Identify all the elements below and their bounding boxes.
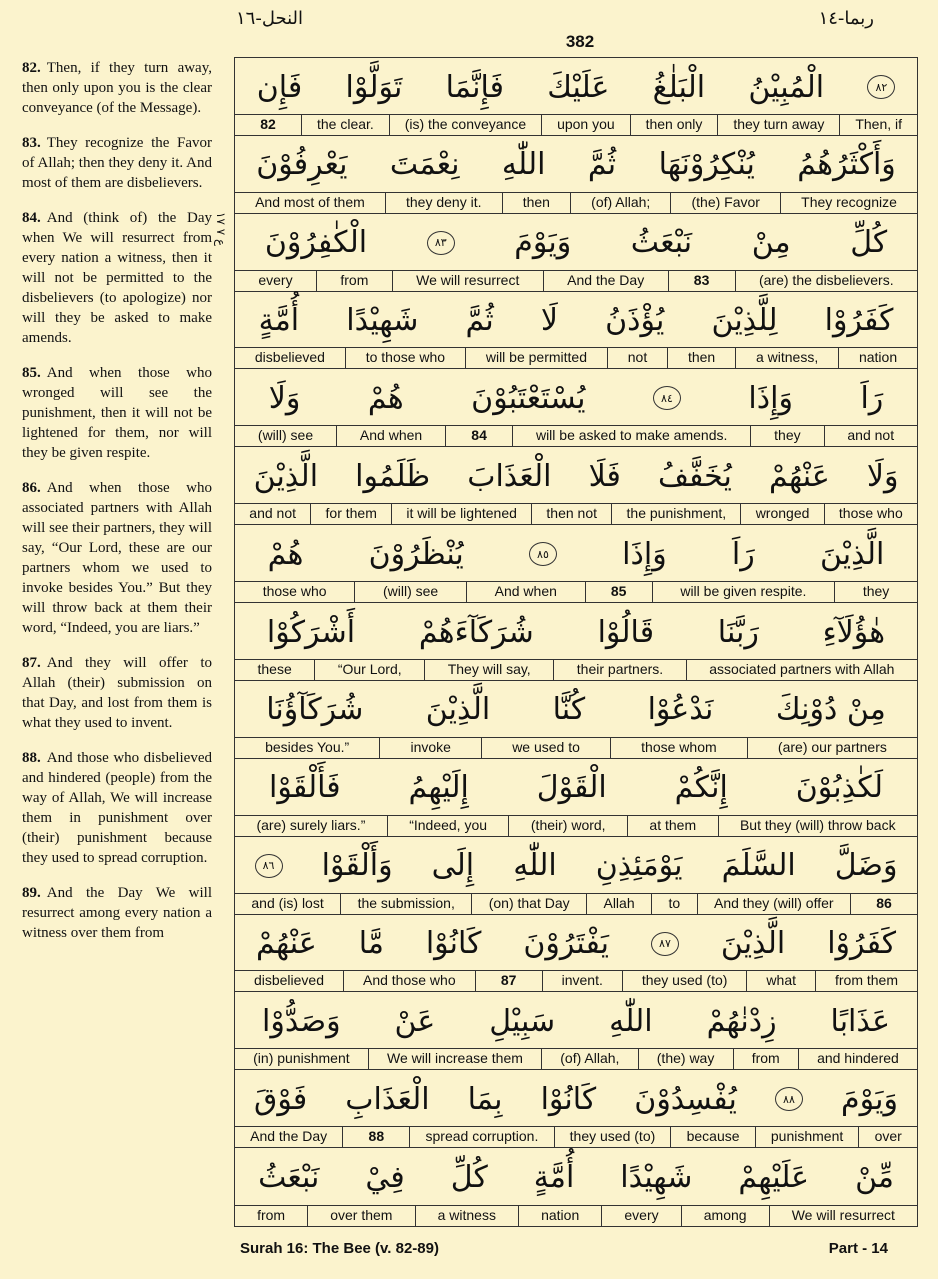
gloss-cell: their partners.	[553, 660, 685, 680]
arabic-word: فَأَلْقَوْا	[269, 770, 341, 806]
gloss-cell: disbelieved	[253, 972, 324, 989]
gloss-cell: We will resurrect	[392, 271, 543, 291]
gloss-cell: and hindered	[798, 1049, 917, 1069]
verse-number: 83.	[22, 135, 41, 151]
arabic-word: شُرَكَآؤُنَا	[266, 692, 364, 728]
gloss-cell: from them	[815, 971, 917, 991]
gloss-cell: And most of them	[255, 193, 365, 210]
english-gloss-row	[235, 815, 917, 836]
english-gloss-row	[235, 1126, 917, 1147]
footer-part: Part - 14	[828, 1240, 888, 1257]
gloss-cell: We will increase them	[368, 1049, 541, 1069]
gloss-cell: we used to	[481, 738, 610, 758]
gloss-cell: associated partners with Allah	[686, 660, 917, 680]
gloss-cell: then	[502, 193, 570, 213]
gloss-cell: they deny it.	[385, 193, 502, 213]
english-gloss-row	[235, 192, 917, 213]
arabic-word: شَهِيْدًا	[346, 303, 419, 339]
gloss-cell: (the) Favor	[670, 193, 780, 213]
arabic-word: فَلَا	[588, 458, 621, 494]
verse-end-marker: ٨٢	[867, 75, 895, 99]
gloss-cell: (in) punishment	[253, 1050, 350, 1067]
verse-number-cell: 88	[342, 1127, 409, 1147]
gloss-cell: (their) word,	[508, 816, 627, 836]
gloss-cell: every	[601, 1206, 680, 1226]
verse-text: Then, if they turn away, then only upon you is the clear conveyance (of the Message).	[22, 60, 212, 116]
gloss-cell: punishment	[755, 1127, 859, 1147]
arabic-word: الَّذِيْنَ	[425, 692, 491, 728]
gloss-cell: (are) the disbelievers.	[735, 271, 917, 291]
gloss-cell: the submission,	[340, 894, 471, 914]
gloss-cell: will be permitted	[465, 348, 607, 368]
arabic-word: كَفَرُوْا	[824, 303, 894, 339]
gloss-cell: They will say,	[424, 660, 553, 680]
arabic-word: أَشْرَكُوْا	[266, 614, 356, 650]
page-number: 382	[565, 32, 595, 51]
gloss-cell: will be given respite.	[652, 582, 834, 602]
arabic-word: فَإِن	[256, 69, 303, 105]
arabic-word: كُلِّ	[450, 1159, 488, 1195]
gloss-cell: And the Day	[543, 271, 668, 291]
gloss-cell: because	[670, 1127, 754, 1147]
arabic-word: اللّٰهِ	[513, 848, 557, 884]
gloss-cell: these	[257, 660, 292, 677]
gloss-cell: nation	[518, 1206, 601, 1226]
english-gloss-row	[235, 737, 917, 758]
verse-text: And those who disbelieved and hindered (people) from the way of Allah, We will increase them in punishment over (their) punishment because they used to spread corruption.	[22, 750, 212, 866]
arabic-word: وَأَلْقَوْا	[321, 848, 393, 884]
verse-number: 88.	[22, 750, 41, 766]
arabic-word: اللّٰهِ	[609, 1003, 653, 1039]
gloss-cell: then not	[531, 504, 611, 524]
arabic-text-row	[235, 681, 917, 739]
gloss-cell: those who	[824, 504, 917, 524]
arabic-text-row	[235, 759, 917, 817]
translation-paragraph	[22, 208, 212, 348]
gloss-cell: what	[746, 971, 815, 991]
arabic-word: مَّا	[358, 926, 384, 962]
gloss-cell: from	[316, 271, 392, 291]
arabic-word: وَإِذَا	[748, 380, 793, 416]
arabic-word: وَأَكْثَرُهُمُ	[797, 147, 896, 183]
arabic-word: هٰؤُلَآءِ	[822, 614, 886, 650]
arabic-word: وَيَوْمَ	[841, 1081, 898, 1117]
gloss-cell: over	[858, 1127, 917, 1147]
arabic-word: هُمْ	[367, 380, 404, 416]
header-left-surah: النحل-١٦	[236, 8, 304, 29]
arabic-word: يُنْظَرُوْنَ	[368, 536, 464, 572]
arabic-word: الَّذِيْنَ	[819, 536, 885, 572]
gloss-cell: (will) see	[257, 427, 314, 444]
verse-line	[235, 525, 917, 603]
verse-text: And they will offer to Allah (their) submission on that Day, and lost from them is what they used to invent.	[22, 655, 212, 731]
gloss-cell: (the) way	[638, 1049, 733, 1069]
english-gloss-row	[235, 970, 917, 991]
arabic-word: وَصَدُّوْا	[262, 1003, 341, 1039]
gloss-cell: They recognize	[780, 193, 917, 213]
verse-line	[235, 447, 917, 525]
arabic-word: الْمُبِيْنُ	[748, 69, 825, 105]
arabic-word: يُؤْذَنُ	[605, 303, 665, 339]
verse-number-cell: 84	[445, 426, 512, 446]
verse-line	[235, 1148, 917, 1226]
arabic-word: الْعَذَابَ	[467, 458, 552, 494]
verse-number: 89.	[22, 885, 41, 901]
arabic-text-row	[235, 603, 917, 661]
gloss-cell: those who	[262, 583, 327, 600]
verse-text: And when those who wronged will see the punishment, then it will not be lightened for them, nor will they be given respite.	[22, 365, 212, 461]
gloss-cell: they	[750, 426, 823, 446]
gloss-cell: then	[667, 348, 735, 368]
arabic-word: الْعَذَابِ	[345, 1081, 430, 1117]
arabic-word: الْبَلٰغُ	[652, 69, 706, 105]
arabic-word: هُمْ	[267, 536, 304, 572]
gloss-cell: Allah	[586, 894, 651, 914]
gloss-cell: invent.	[542, 971, 622, 991]
english-gloss-row	[235, 114, 917, 135]
verse-text: And (think of) the Day when We will resurrect from every nation a witness, then it will not be permitted to the disbelievers (to apologize) nor will they be asked to make amends.	[22, 210, 212, 346]
arabic-word: ثُمَّ	[465, 303, 494, 339]
verse-line	[235, 759, 917, 837]
gloss-cell: to those who	[345, 348, 465, 368]
gloss-cell: from	[257, 1206, 286, 1223]
gloss-cell: the clear.	[301, 115, 389, 135]
arabic-word: ثُمَّ	[587, 147, 617, 183]
gloss-cell: (will) see	[354, 582, 466, 602]
gloss-cell: wronged	[740, 504, 823, 524]
verse-text: And the Day We will resurrect among every nation a witness over them from	[22, 885, 212, 941]
english-gloss-row	[235, 347, 917, 368]
gloss-cell: they turn away	[717, 115, 839, 135]
gloss-cell: from	[733, 1049, 798, 1069]
gloss-cell: (is) the conveyance	[389, 115, 541, 135]
gloss-cell: at them	[627, 816, 718, 836]
arabic-word: السَّلَمَ	[721, 848, 796, 884]
arabic-word: يَفْتَرُوْنَ	[523, 926, 610, 962]
arabic-word: كَانُوْا	[425, 926, 482, 962]
arabic-word: مِّنْ	[855, 1159, 894, 1195]
gloss-cell: besides You.”	[265, 738, 350, 755]
verse-number-cell: 82	[260, 115, 276, 132]
arabic-word: سَبِيْلِ	[489, 1003, 556, 1039]
footer-surah: Surah 16: The Bee (v. 82-89)	[240, 1240, 439, 1257]
translation-paragraph	[22, 883, 212, 943]
arabic-text-row	[235, 136, 917, 194]
arabic-word: لَا	[540, 303, 559, 339]
arabic-text-row	[235, 214, 917, 272]
translation-paragraph	[22, 363, 212, 463]
arabic-word: لَكٰذِبُوْنَ	[795, 770, 884, 806]
gloss-cell: And they (will) offer	[697, 894, 850, 914]
translation-paragraph	[22, 478, 212, 638]
arabic-text-row	[235, 1070, 917, 1128]
gloss-cell: But they (will) throw back	[718, 816, 917, 836]
arabic-word: كَفَرُوْا	[827, 926, 897, 962]
verse-number: 84.	[22, 210, 41, 226]
gloss-cell: “Our Lord,	[314, 660, 424, 680]
english-gloss-row	[235, 1048, 917, 1069]
gloss-cell: those whom	[610, 738, 747, 758]
verse-end-marker: ٨٨	[775, 1087, 803, 1111]
arabic-word: الَّذِيْنَ	[253, 458, 319, 494]
arabic-text-row	[235, 992, 917, 1050]
gloss-cell: they	[834, 582, 917, 602]
arabic-word: وَيَوْمَ	[514, 225, 572, 261]
arabic-word: فَإِنَّمَا	[445, 69, 504, 105]
arabic-word: عَنْهُمْ	[769, 458, 830, 494]
arabic-text-row	[235, 915, 917, 973]
verse-line	[235, 292, 917, 370]
verse-line	[235, 992, 917, 1070]
gloss-cell: they used (to)	[622, 971, 747, 991]
gloss-cell: a witness,	[735, 348, 838, 368]
arabic-word: فِيْ	[365, 1159, 405, 1195]
gloss-cell: and (is) lost	[251, 894, 324, 911]
gloss-cell: a witness	[415, 1206, 519, 1226]
gloss-cell: invoke	[379, 738, 481, 758]
gloss-cell: to	[651, 894, 697, 914]
arabic-word: الَّذِيْنَ	[720, 926, 786, 962]
english-gloss-row	[235, 893, 917, 914]
gloss-cell: they used (to)	[554, 1127, 671, 1147]
verse-end-marker: ٨٦	[255, 854, 283, 878]
arabic-word: وَإِذَا	[622, 536, 667, 572]
arabic-word: اللّٰهِ	[501, 147, 546, 183]
verse-text: They recognize the Favor of Allah; then they deny it. And most of them are disbelievers.	[22, 135, 212, 191]
translation-paragraph	[22, 653, 212, 733]
verse-line	[235, 369, 917, 447]
translation-paragraph	[22, 58, 212, 118]
gloss-cell: and not	[249, 505, 296, 522]
verse-line	[235, 214, 917, 292]
translation-paragraph	[22, 133, 212, 193]
arabic-word: كُنَّا	[552, 692, 586, 728]
gloss-cell: And those who	[343, 971, 475, 991]
arabic-text-row	[235, 369, 917, 427]
arabic-word: كَانُوْا	[540, 1081, 597, 1117]
arabic-word: نَبْعَثُ	[630, 225, 693, 261]
arabic-word: يُفْسِدُوْنَ	[634, 1081, 737, 1117]
english-gloss-row	[235, 503, 917, 524]
verse-number: 82.	[22, 60, 41, 76]
arabic-word: الْكٰفِرُوْنَ	[264, 225, 368, 261]
arabic-word: إِلَيْهِمُ	[408, 770, 469, 806]
gloss-cell: upon you	[541, 115, 630, 135]
word-by-word-grid	[234, 57, 918, 1227]
arabic-word: عَنْهُمْ	[256, 926, 317, 962]
arabic-word: تَوَلَّوْا	[345, 69, 403, 105]
verse-line	[235, 603, 917, 681]
arabic-word: عَنْ	[394, 1003, 436, 1039]
arabic-word: يُخَفَّفُ	[657, 458, 732, 494]
arabic-text-row	[235, 525, 917, 583]
gloss-cell: and not	[824, 426, 917, 446]
gloss-cell: Then, if	[839, 115, 917, 135]
verse-line	[235, 1070, 917, 1148]
verse-line	[235, 58, 917, 136]
verse-end-marker: ٨٤	[653, 386, 681, 410]
gloss-cell: spread corruption.	[409, 1127, 553, 1147]
gloss-cell: disbelieved	[254, 349, 325, 366]
arabic-word: عَلَيْهِمْ	[738, 1159, 810, 1195]
verse-line	[235, 837, 917, 915]
arabic-word: رَبَّنَا	[717, 614, 759, 650]
arabic-word: قَالُوْا	[597, 614, 655, 650]
verse-text: And when those who associated partners with Allah will see their partners, they will say, “Our Lord, these are our partners whom we used to invoke besides You.” But they will throw back at them their word, “Indeed, you are liars.”	[22, 480, 212, 636]
gloss-cell: nation	[838, 348, 917, 368]
gloss-cell: (of) Allah,	[541, 1049, 638, 1069]
verse-line	[235, 681, 917, 759]
english-gloss-row	[235, 270, 917, 291]
verse-number: 85.	[22, 365, 41, 381]
gloss-cell: (are) our partners	[747, 738, 917, 758]
arabic-word: نَدْعُوْا	[647, 692, 714, 728]
arabic-word: وَضَلَّ	[834, 848, 898, 884]
gloss-cell: for them	[310, 504, 391, 524]
gloss-cell: (of) Allah;	[570, 193, 670, 213]
arabic-word: إِلَى	[431, 848, 475, 884]
gloss-cell: among	[681, 1206, 769, 1226]
arabic-word: يُسْتَعْتَبُوْنَ	[471, 380, 586, 416]
gloss-cell: every	[258, 271, 293, 288]
arabic-word: وَلَا	[268, 380, 301, 416]
arabic-word: إِنَّكُمْ	[674, 770, 728, 806]
gloss-cell: And the Day	[250, 1128, 328, 1145]
translation-paragraph	[22, 748, 212, 868]
english-gloss-row	[235, 425, 917, 446]
gloss-cell: And when	[466, 582, 585, 602]
arabic-word: عَذَابًا	[830, 1003, 891, 1039]
arabic-word: يَوْمَئِذِنِ	[595, 848, 683, 884]
arabic-text-row	[235, 58, 917, 116]
gloss-cell: not	[607, 348, 667, 368]
arabic-text-row	[235, 447, 917, 505]
gloss-cell: And when	[336, 426, 445, 446]
arabic-word: يَعْرِفُوْنَ	[256, 147, 348, 183]
verse-number: 86.	[22, 480, 41, 496]
arabic-word: شَهِيْدًا	[620, 1159, 693, 1195]
arabic-text-row	[235, 837, 917, 895]
verse-end-marker: ٨٣	[427, 231, 455, 255]
arabic-word: نِعْمَتَ	[389, 147, 460, 183]
arabic-word: كُلِّ	[850, 225, 888, 261]
gloss-cell: “Indeed, you	[387, 816, 509, 836]
english-gloss-row	[235, 1205, 917, 1226]
arabic-word: بِمَا	[467, 1081, 503, 1117]
arabic-word: نَبْعَثُ	[258, 1159, 320, 1195]
arabic-word: فَوْقَ	[254, 1081, 308, 1117]
arabic-word: أُمَّةٍ	[533, 1159, 575, 1195]
arabic-word: شُرَكَآءَهُمْ	[418, 614, 534, 650]
gloss-cell: will be asked to make amends.	[512, 426, 750, 446]
verse-end-marker: ٨٧	[651, 932, 679, 956]
arabic-text-row	[235, 292, 917, 350]
arabic-word: أُمَّةٍ	[258, 303, 300, 339]
arabic-word: وَلَا	[866, 458, 899, 494]
verse-number-cell: 85	[585, 582, 652, 602]
arabic-word: رَاَ	[731, 536, 755, 572]
ruku-mark: ع ٧ ١٧	[214, 212, 228, 247]
translation-column	[22, 58, 212, 943]
gloss-cell: (are) surely liars.”	[256, 816, 366, 833]
gloss-cell: We will resurrect	[769, 1206, 917, 1226]
verse-number: 87.	[22, 655, 41, 671]
verse-line	[235, 136, 917, 214]
verse-end-marker: ٨٥	[529, 542, 557, 566]
gloss-cell: it will be lightened	[391, 504, 531, 524]
arabic-word: مِنْ دُوْنِكَ	[775, 692, 886, 728]
gloss-cell: the punishment,	[611, 504, 740, 524]
arabic-text-row	[235, 1148, 917, 1206]
arabic-word: رَاَ	[860, 380, 884, 416]
arabic-word: مِنْ	[751, 225, 791, 261]
arabic-word: يُنْكِرُوْنَهَا	[658, 147, 755, 183]
verse-number-cell: 83	[668, 271, 735, 291]
english-gloss-row	[235, 659, 917, 680]
verse-number-cell: 86	[850, 894, 917, 914]
gloss-cell: (on) that Day	[471, 894, 586, 914]
header-right-juz: ربما-١٤	[818, 8, 874, 29]
verse-number-cell: 87	[475, 971, 542, 991]
arabic-word: زِدْنٰهُمْ	[706, 1003, 777, 1039]
arabic-word: الْقَوْلَ	[536, 770, 607, 806]
english-gloss-row	[235, 581, 917, 602]
arabic-word: عَلَيْكَ	[547, 69, 610, 105]
arabic-word: ظَلَمُوا	[355, 458, 431, 494]
gloss-cell: then only	[630, 115, 718, 135]
gloss-cell: over them	[307, 1206, 414, 1226]
verse-line	[235, 915, 917, 993]
arabic-word: لِلَّذِيْنَ	[711, 303, 778, 339]
